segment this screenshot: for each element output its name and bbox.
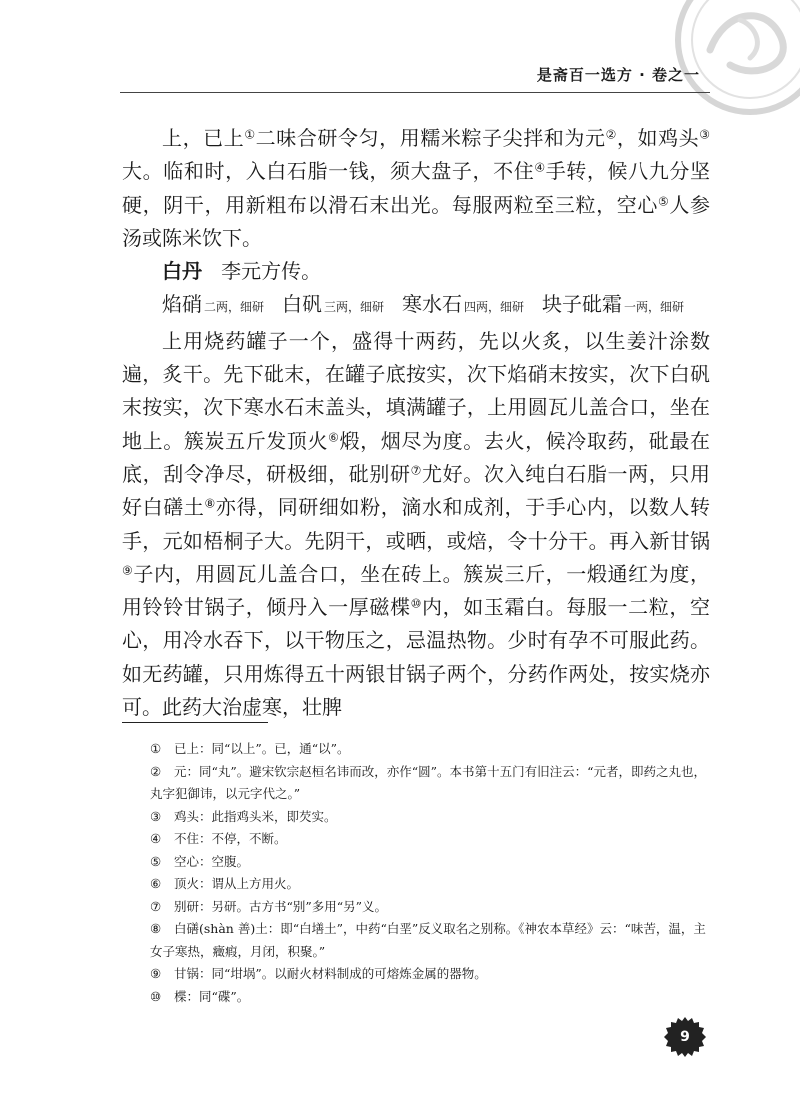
footnote-number: ⑥ — [150, 876, 162, 891]
text-run: 上，已上 — [162, 126, 245, 150]
footnote-number: ① — [150, 741, 162, 756]
footnote-ref: ⑦ — [410, 463, 422, 478]
ingredient-note: 一两，细研 — [624, 300, 685, 315]
recipe-heading — [122, 255, 710, 288]
text-run: 内，如玉霜白。每服一二粒，空心，用冷水吞下，以干物压之，忌温热物。少时有孕不可服此药。如无药罐，只用炼得五十两银甘锅子两个，分药作两处，按实烧亦可。此药大治虚寒，壮脾 — [122, 595, 711, 720]
running-header: 是斋百一选方 · 卷之一 — [536, 66, 700, 84]
footnote-ref: ⑩ — [410, 596, 422, 611]
text-run: 上用烧药罐子一个，盛得十两药，先以火炙，以生姜汁涂数遍，炙干。先下砒末，在罐子底按实，次下焰硝末按实，次下白矾末按实，次下寒水石末盖头，填满罐子，上用圆瓦儿盖合口，坐在地上。簇炭五斤发顶火 — [122, 328, 710, 453]
footnote-rule — [122, 722, 268, 723]
footnote-text: 顶火：谓从上方用火。 — [174, 876, 300, 891]
text-run: 人参汤或陈米饮下。 — [122, 192, 711, 250]
footnote-text: 已上：同“以上”。已，通“以”。 — [174, 741, 350, 756]
ingredient-note: 三两，细研 — [324, 300, 385, 315]
ingredient-name: 寒水石 — [402, 292, 463, 317]
text-run: 尤好。次入纯白石脂一两，只用好白磰土 — [122, 461, 711, 520]
page-number: 9 — [680, 1029, 690, 1045]
footnote-item — [122, 963, 710, 986]
text-run: 二味合研令匀，用糯米粽子尖拌和为元 — [255, 126, 606, 150]
footnote-item — [122, 851, 710, 874]
footnote-text: 楪：同“碟”。 — [174, 988, 250, 1004]
footnote-ref: ⑧ — [204, 496, 216, 511]
footnote-item — [122, 896, 710, 919]
footnote-number: ⑧ — [150, 921, 162, 936]
footnote-item — [122, 761, 710, 806]
footnote-text: 鸡头：此指鸡头米，即芡实。 — [174, 808, 337, 824]
footnote-text: 白磰(shàn 善)土：即“白墡土”，中药“白垩”反义取名之别称。《神农本草经》云：“味苦，温，主女子寒热，癥瘕，月闭，积聚。” — [150, 921, 706, 959]
footnote-number: ⑦ — [150, 898, 162, 914]
footnote-ref: ② — [605, 127, 617, 142]
text-run: 子内，用圆瓦儿盖合口，坐在砖上。簇炭三斤，一煅通红为度，用铃铃甘锅子，倾丹入一厚磁楪 — [122, 561, 710, 620]
footnote-ref: ⑥ — [328, 430, 340, 445]
ingredient-note: 二两，细研 — [204, 300, 265, 315]
footnote-item — [122, 986, 710, 1009]
footnote-ref: ③ — [699, 127, 710, 142]
footnote-text: 不住：不停，不断。 — [174, 831, 287, 846]
footnote-ref: ④ — [534, 160, 546, 175]
footnote-item — [122, 828, 710, 851]
text-run: 煅，烟尽为度。去火，候冷取药，砒最在底，刮令净尽，研极细，砒别研 — [122, 428, 710, 486]
footnote-text: 元：同“丸”。避宋钦宗赵桓名讳而改，亦作“圆”。本书第十五门有旧注云：“元者，即药之丸也，丸字犯御讳，以元字代之。” — [150, 763, 706, 801]
footnote-ref: ⑤ — [658, 194, 670, 208]
footnote-text: 别研：另研。古方书“别”多用“另”义。 — [174, 898, 388, 914]
text-run: ，如鸡头 — [616, 126, 700, 150]
footnote-number: ③ — [150, 808, 162, 824]
footnote-number: ④ — [150, 831, 162, 846]
footnotes — [122, 738, 710, 1008]
ingredient-name: 白矾 — [282, 292, 323, 317]
footnote-ref: ⑨ — [122, 563, 134, 578]
footnote-item — [122, 918, 710, 963]
footnote-number: ⑤ — [150, 853, 162, 869]
footnote-item — [122, 738, 710, 761]
ingredient-note: 四两，细研 — [464, 300, 525, 315]
recipe-title: 白丹 — [162, 259, 202, 284]
ingredient-list — [122, 288, 710, 324]
footnote-text: 空心：空腹。 — [174, 853, 250, 869]
footnote-item — [122, 873, 710, 896]
corner-ornament-icon — [670, 0, 800, 120]
header-rule — [120, 92, 710, 93]
footnote-number: ⑨ — [150, 966, 162, 981]
paragraph-2 — [122, 325, 710, 725]
footnote-number: ② — [150, 763, 162, 779]
text-run: 大。临和时，入白石脂一钱，须大盘子，不住 — [122, 159, 535, 184]
ingredient-name: 块子砒霜 — [542, 292, 623, 317]
text-run: 亦得，同研细如粉，滴水和成剂，于手心内，以数人转手，元如梧桐子大。先阴干，或晒，或焙，令十分干。再入新甘锅 — [122, 495, 711, 553]
recipe-source: 李元方传。 — [221, 259, 322, 284]
footnote-text: 甘锅：同“坩埚”。以耐火材料制成的可熔炼金属的器物。 — [174, 966, 487, 981]
main-text — [122, 122, 710, 724]
ingredient-name: 焰硝 — [162, 292, 202, 317]
footnote-number: ⑩ — [150, 988, 162, 1004]
text-run: 手转，候八九分坚硬，阴干，用新粗布以滑石末出光。每服两粒至三粒，空心 — [122, 159, 710, 217]
footnote-ref: ① — [244, 127, 256, 142]
footnote-item — [122, 806, 710, 829]
paragraph-1 — [122, 122, 710, 255]
